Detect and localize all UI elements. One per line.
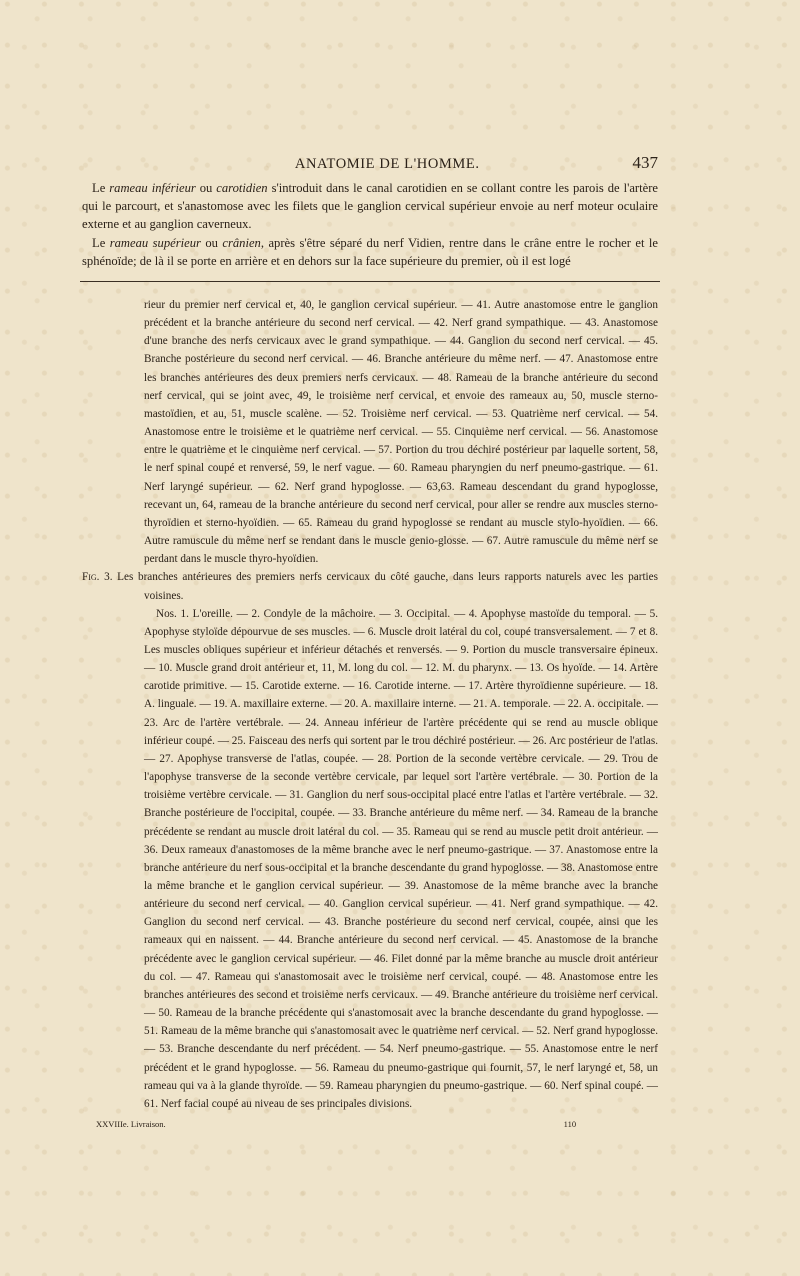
italic-term: carotidien (216, 181, 268, 195)
text-run: ou (200, 235, 223, 250)
page-header (82, 153, 658, 173)
text-run: , après s'être séparé du nerf Vidien, rentre dans le crâne entre le rocher et le sphénoïde; de là il se porte en arrière et en dehors sur la face supérieure du premier, où il est logé (82, 235, 658, 268)
main-text (82, 179, 658, 270)
text-run: ou (195, 181, 217, 195)
italic-term: crânien (222, 235, 261, 250)
livraison-mark: XXVIIIe. Livraison. (96, 1119, 166, 1129)
figure-3-caption (82, 568, 658, 604)
figure-caption-text: Les branches antérieures des premiers nerfs cervicaux du côté gauche, dans leurs rapports naturels avec les parties voisines. (112, 571, 658, 602)
page-number: 437 (632, 153, 658, 172)
text-run: s'introduit dans le canal carotidien en se collant contre les parois de l'artère qui le parcourt, et s'anastomose avec les filets que le ganglion cervical supérieur envoie au nerf moteur oculaire externe et au ganglion caverneux. (82, 181, 658, 232)
separator-rule (80, 281, 660, 282)
figure-label: Fig. 3. (82, 571, 113, 584)
text-run: Le (92, 235, 110, 250)
italic-term: rameau inférieur (109, 181, 196, 195)
figure-notes (82, 296, 658, 1113)
italic-term: rameau supérieur (109, 235, 201, 250)
figure-3-legend: Nos. 1. L'oreille. — 2. Condyle de la mâchoire. — 3. Occipital. — 4. Apophyse mastoïde du temporal. — 5. Apophyse styloïde dépourvue de ses muscles. — 6. Muscle droit latéral du col, coupé transversalement. — 7 et 8. Les muscles obliques supérieur et inférieur détachés et renversés. — 9. Portion du muscle transversaire épineux. — 10. Muscle grand droit antérieur et, 11, M. long du col. — 12. M. du pharynx. — 13. Os hyoïde. — 14. Artère carotide primitive. — 15. Carotide externe. — 16. Carotide interne. — 17. Artère thyroïdienne supérieure. — 18. A. linguale. — 19. A. maxillaire externe. — 20. A. maxillaire interne. — 21. A. temporale. — 22. A. occipitale. — 23. Arc de l'artère vertébrale. — 24. Anneau inférieur de l'artère précédente qui se rend au muscle oblique inférieur coupé. — 25. Faisceau des nerfs qui sortent par le trou déchiré postérieur. — 26. Arc postérieur de l'atlas. — 27. Apophyse transverse de l'atlas, coupée. — 28. Portion de la seconde vertèbre cervicale. — 29. Trou de l'apophyse transverse de la seconde vertèbre cervicale, par lequel sort l'artère vertébrale. — 30. Portion de la troisième vertèbre cervicale. — 31. Ganglion du nerf sous-occipital placé entre l'atlas et l'artère vertébrale. — 32. Branche postérieure de l'occipital, coupée. — 33. Branche antérieure du même nerf. — 34. Rameau de la branche précédente se rendant au muscle droit latéral du col. — 35. Rameau qui se rend au muscle petit droit antérieur. — 36. Deux rameaux d'anastomoses de la même branche avec le nerf pneumo-gastrique. — 37. Anastomose entre la branche antérieure du nerf sous-occipital et la branche descendante du grand hypoglosse. — 38. Anastomose entre la même branche et le ganglion cervical supérieur. — 39. Anastomose de la même branche avec la branche antérieure du second nerf cervical. — 40. Ganglion cervical supérieur. — 41. Nerf grand sympathique. — 42. Ganglion du second nerf cervical. — 43. Branche postérieure du second nerf cervical, coupée, ainsi que les rameaux qui en naissent. — 44. Branche antérieure du second nerf cervical. — 45. Anastomose de la branche précédente avec le ganglion cervical supérieur. — 46. Filet donné par la même branche au muscle droit antérieur du col. — 47. Rameau qui s'anastomosait avec le troisième nerf cervical, coupé. — 48. Anastomose entre les branches antérieures des second et troisième nerfs cervicaux. — 49. Branche antérieure du troisième nerf cervical. — 50. Rameau de la branche précédente qui s'anastomosait avec la branche descendante du grand hypoglosse. — 51. Rameau de la même branche qui s'anastomosait avec le quatrième nerf cervical. — 52. Nerf grand hypoglosse. — 53. Branche descendante du nerf précédent. — 54. Nerf pneumo-gastrique. — 55. Anastomose entre le nerf précédent et le grand hypoglosse. — 56. Rameau du pneumo-gastrique qui fournit, 57, le nerf laryngé et, 58, un rameau qui va à la glande thyroïde. — 59. Rameau pharyngien du pneumo-gastrique. — 60. Nerf spinal coupé. — 61. Nerf facial coupé au niveau de ses principales divisions. (144, 607, 658, 1110)
signature-mark: 110 (563, 1119, 577, 1129)
page-footer (96, 1119, 616, 1129)
text-run: Le (92, 181, 110, 195)
running-title: ANATOMIE DE L'HOMME. (294, 156, 480, 172)
paragraph-rameau-inferieur (82, 179, 658, 234)
notes-continuation: rieur du premier nerf cervical et, 40, le ganglion cervical supérieur. — 41. Autre anastomose entre le ganglion précédent et la branche antérieure du second nerf cervical. — 42. Nerf grand sympathique. — 43. Anastomose d'une branche des nerfs cervicaux avec le grand sympathique. — 44. Ganglion du second nerf cervical. — 45. Branche postérieure du second nerf cervical. — 46. Branche antérieure du même nerf. — 47. Anastomose entre les branches antérieures des deux premiers nerfs cervicaux. — 48. Rameau de la branche antérieure du second nerf cervical, qui se joint avec, 49, le troisième nerf cervical, et envoie des rameaux au, 50, muscle sterno-mastoïdien, et au, 51, muscle scalène. — 52. Troisième nerf cervical. — 53. Quatrième nerf cervical. — 54. Anastomose entre le troisième et le quatrième nerf cervical. — 55. Cinquième nerf cervical. — 56. Anastomose entre le quatrième et le cinquième nerf cervical. — 57. Portion du trou déchiré postérieur par laquelle sortent, 58, le nerf spinal coupé et renversé, 59, le nerf vague. — 60. Rameau pharyngien du nerf pneumo-gastrique. — 61. Nerf laryngé supérieur. — 62. Nerf grand hypoglosse. — 63,63. Rameau descendant du grand hypoglosse, recevant un, 64, rameau de la branche antérieure du second nerf cervical, pour aller se rendre aux muscles sterno-thyroïdien et sterno-hyoïdien. — 65. Rameau du grand hypoglosse se rendant au muscle stylo-hyoïdien. — 66. Autre ramuscule du même nerf se rendant dans le muscle genio-glosse. — 67. Autre ramuscule du même nerf se perdant dans le muscle thyro-hyoïdien. (144, 299, 658, 566)
paragraph-rameau-superieur (82, 234, 658, 270)
